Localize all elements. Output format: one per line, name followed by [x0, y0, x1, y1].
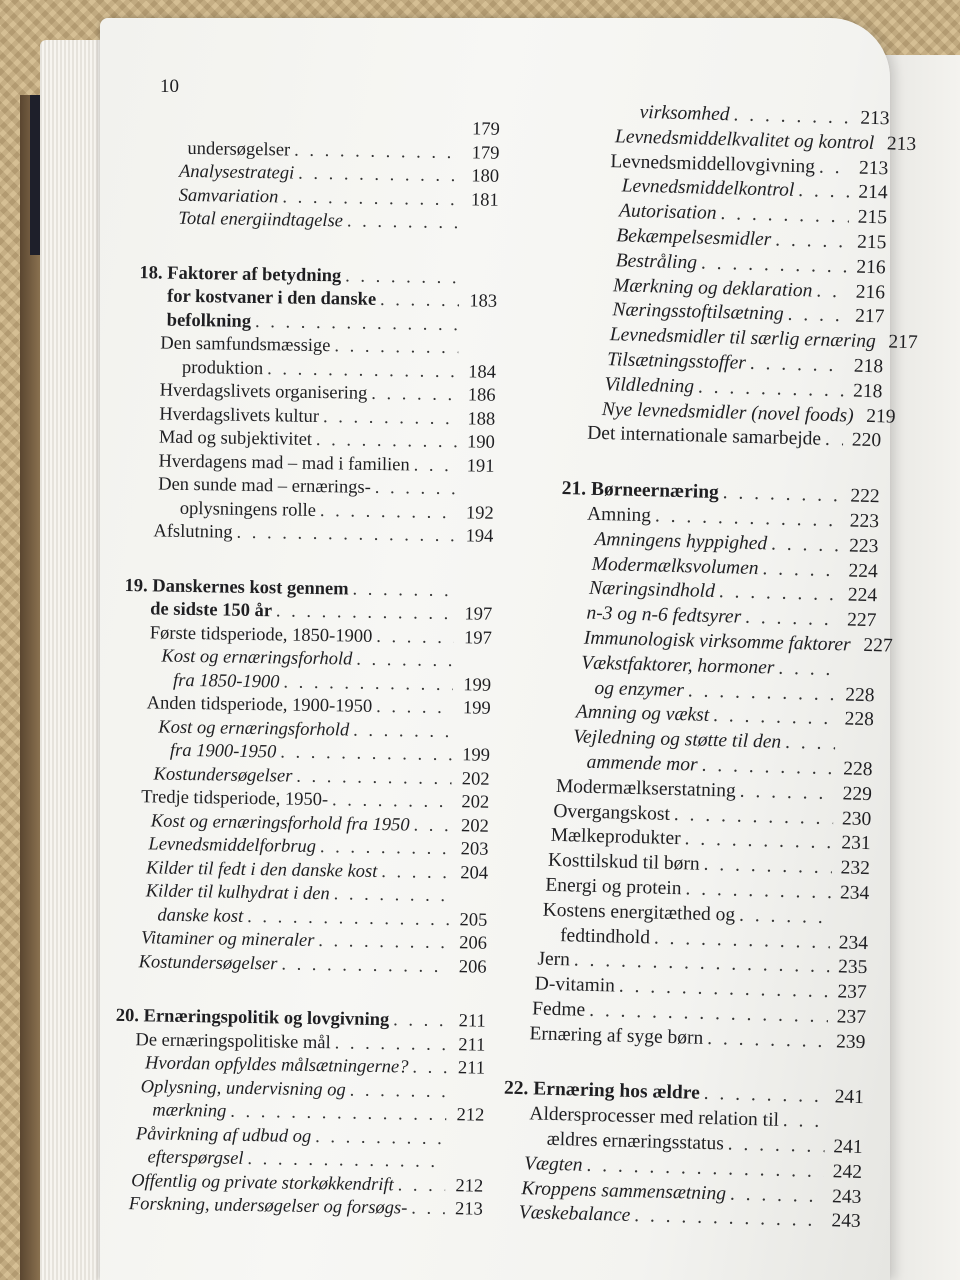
toc-entry-title: 22. Ernæring hos ældre — [503, 1078, 701, 1105]
toc-entry-title: Jern — [537, 948, 571, 971]
toc-entry-title: Analysestrategi — [178, 161, 295, 184]
toc-entry-title: Vækstfaktorer, hormoner — [580, 652, 775, 679]
toc-entry-title: for kostvaner i den danske — [166, 286, 377, 310]
dot-leader — [283, 671, 453, 697]
dot-leader — [247, 905, 450, 932]
dot-leader — [778, 656, 837, 682]
toc-page-number: 234 — [839, 882, 870, 905]
toc-entry-title: Immunologisk virksomme faktorer — [583, 627, 851, 656]
dot-leader — [798, 179, 850, 205]
toc-entry-title: Vægten — [523, 1153, 583, 1176]
dot-leader — [316, 429, 457, 455]
toc-page-number: 224 — [847, 584, 878, 607]
dot-leader — [707, 1027, 828, 1055]
toc-page-number: 186 — [467, 385, 496, 406]
dot-leader — [267, 358, 458, 384]
toc-page-number: 203 — [460, 839, 489, 860]
toc-entry-title: Kosttilskud til børn — [547, 849, 700, 875]
dot-leader — [825, 428, 844, 453]
toc-page-number: 212 — [456, 1105, 485, 1126]
dot-leader — [762, 557, 840, 584]
toc-entry-title: danske kost — [157, 905, 244, 927]
dot-leader — [334, 335, 458, 360]
dot-leader — [775, 228, 849, 255]
dot-leader — [685, 877, 831, 906]
dot-leader — [414, 454, 457, 478]
toc-entry-title: virksomhed — [639, 101, 730, 126]
dot-leader — [718, 580, 839, 608]
toc-entry-title: n-3 og n-6 fedtsyrer — [586, 602, 742, 628]
toc-entry-title: fedtindhold — [559, 924, 651, 948]
toc-page-number: 220 — [851, 429, 882, 452]
toc-entry-title: Nye levnedsmidler (novel foods) — [601, 398, 854, 427]
toc-entry-title: Kostens energitæthed og — [542, 899, 736, 926]
toc-page-number: 231 — [841, 832, 871, 855]
toc-entry-title: fra 1900-1950 — [169, 740, 277, 763]
toc-right-column — [500, 98, 918, 1235]
toc-entry-title: Hverdagens mad – mad i familien — [158, 450, 410, 475]
toc-entry-title: Amning og vækst — [575, 701, 710, 727]
toc-entry-title: Den sunde mad – ernærings- — [158, 474, 372, 498]
dot-leader — [701, 251, 848, 280]
dot-leader — [713, 704, 836, 732]
toc-page-number: 243 — [831, 1210, 861, 1233]
dot-leader — [857, 404, 858, 429]
toc-page-number: 222 — [850, 485, 880, 508]
toc-entry-title: Kostundersøgelser — [153, 763, 293, 787]
toc-page-number: 206 — [458, 956, 487, 978]
toc-entry-title: Kroppens sammensætning — [521, 1177, 727, 1205]
toc-page-number: 239 — [835, 1031, 866, 1053]
dot-leader — [720, 202, 849, 230]
toc-entry-title: Offentlig og private storkøkkendrift — [131, 1170, 394, 1195]
dot-leader — [276, 600, 455, 626]
dot-leader — [413, 814, 451, 838]
toc-entry-title: Forskning, undersøgelser og forsøgs- — [128, 1194, 408, 1219]
dot-leader — [352, 578, 454, 603]
dot-leader — [381, 861, 450, 886]
dot-leader — [247, 1148, 445, 1175]
toc-entry-title: Afslutning — [153, 521, 233, 543]
toc-entry-title: Levnedsmiddelkvalitet og kontrol — [614, 126, 875, 154]
toc-entry-title: Fedme — [531, 998, 586, 1021]
dot-leader — [750, 352, 846, 379]
toc-page-number: 216 — [856, 256, 886, 279]
toc-entry-title: ældres ernæringsstatus — [546, 1128, 725, 1155]
toc-entry-title: Mælkeprodukter — [550, 825, 681, 850]
dot-leader — [280, 741, 452, 767]
dot-leader — [684, 828, 833, 857]
toc-page-number: 211 — [457, 1058, 486, 1079]
toc-entry-title: Den samfundsmæssige — [160, 333, 331, 357]
dot-leader — [332, 789, 451, 814]
toc-entry-title: Første tidsperiode, 1850-1900 — [149, 622, 373, 647]
toc-entry — [113, 1193, 483, 1222]
dot-leader — [727, 1133, 825, 1160]
toc-page-number: 228 — [843, 758, 873, 781]
toc-page-number: 197 — [464, 604, 493, 625]
toc-entry-title: Tilsætningsstoffer — [606, 349, 747, 374]
dot-leader — [816, 279, 847, 305]
toc-entry-title: Påvirkning af udbud og — [135, 1123, 312, 1147]
toc-entry-title: Det internationale samarbejde — [586, 422, 822, 451]
dot-leader — [393, 1009, 448, 1033]
dot-leader — [698, 375, 845, 404]
toc-entry-title: Næringsindhold — [588, 578, 716, 603]
toc-page-number: 228 — [844, 683, 875, 706]
toc-entry-title: Vitaminer og mineraler — [140, 928, 315, 951]
toc-page-number: 217 — [888, 331, 918, 354]
dot-leader — [739, 779, 834, 806]
toc-entry-title: fra 1850-1900 — [172, 670, 280, 692]
toc-page-number: 190 — [466, 432, 496, 453]
dot-leader — [376, 625, 454, 650]
toc-entry-title: Autorisation — [618, 200, 717, 225]
toc-entry-title: Tredje tidsperiode, 1950- — [141, 787, 329, 811]
dot-leader — [375, 477, 457, 502]
dot-leader — [878, 132, 879, 157]
dot-leader — [356, 649, 453, 674]
toc-entry-title: Hverdagslivets organisering — [159, 380, 368, 404]
toc-page-number: 188 — [467, 408, 496, 430]
toc-entry-title: Overgangskost — [553, 800, 671, 825]
toc-page-number: 223 — [849, 510, 880, 533]
toc-page-number: 199 — [463, 674, 492, 696]
dot-leader — [353, 719, 452, 744]
dot-leader — [703, 1082, 826, 1110]
toc-entry-title: produktion — [181, 357, 264, 379]
toc-entry-title: og enzymer — [594, 677, 685, 701]
dot-leader — [350, 1079, 447, 1104]
toc-entry-title: Levnedsmiddelforbrug — [148, 834, 317, 858]
toc-entry-title: Vejledning og støtte til den — [573, 726, 782, 753]
toc-page-number: 213 — [454, 1199, 483, 1220]
dot-leader — [376, 696, 453, 721]
dot-leader — [282, 186, 461, 212]
toc-page-number: 224 — [848, 560, 879, 582]
dot-leader — [739, 903, 831, 930]
toc-entry-title: Amning — [586, 503, 652, 527]
toc-page-number: 219 — [866, 405, 896, 428]
toc-page-number: 179 — [471, 119, 500, 140]
toc-page-number: 199 — [462, 745, 491, 766]
toc-page-number: 213 — [886, 133, 917, 155]
toc-page-number: 237 — [837, 981, 867, 1004]
toc-entry-title: Kostundersøgelser — [138, 951, 278, 974]
toc-page-number: 202 — [461, 768, 490, 790]
toc-page-number: 241 — [833, 1136, 863, 1159]
dot-leader — [294, 139, 462, 165]
dot-leader — [323, 406, 458, 432]
toc-entry-title: 20. Ernæringspolitik og lovgivning — [115, 1005, 390, 1031]
page-number: 10 — [160, 76, 179, 97]
toc-page-number: 223 — [848, 535, 879, 558]
toc-page-number: 214 — [858, 182, 888, 204]
toc-page-number: 243 — [831, 1185, 862, 1208]
toc-entry-title: Energi og protein — [545, 874, 682, 900]
toc-page-number: 213 — [860, 107, 890, 130]
toc-entry-title: Total energiindtagelse — [178, 208, 344, 232]
dot-leader — [819, 155, 851, 181]
dot-leader — [701, 754, 835, 782]
toc-page-number: 218 — [853, 355, 884, 378]
toc-page-number: 183 — [469, 291, 498, 312]
toc-page-number: 202 — [460, 815, 489, 837]
toc-entry-title: Aldersprocesser med relation til — [529, 1103, 780, 1132]
toc-entry-title: 18. Faktorer af betydning — [139, 262, 342, 286]
toc-entry-title: Ernæring af syge børn — [529, 1022, 704, 1049]
dot-leader — [398, 1174, 446, 1198]
toc-page-number: 212 — [455, 1175, 484, 1197]
toc-page-number: 179 — [471, 142, 500, 164]
toc-entry-title: Næringsstoftilsætning — [612, 299, 784, 326]
toc-entry-title: Kilder til fedt i den danske kost — [145, 857, 378, 882]
dot-leader — [745, 606, 839, 633]
toc-entry-title: efterspørgsel — [147, 1147, 244, 1169]
toc-entry-title: Bestråling — [615, 250, 698, 274]
toc-page-number: 199 — [462, 698, 491, 719]
toc-entry-title: Hverdagslivets kultur — [159, 403, 320, 427]
toc-page-number: 229 — [842, 783, 873, 805]
dot-leader — [281, 953, 449, 979]
toc-page-number: 211 — [458, 1011, 486, 1032]
dot-leader — [236, 522, 455, 549]
toc-page-number: 234 — [838, 931, 869, 954]
toc-entry-title: mærkning — [152, 1100, 227, 1122]
toc-page-number: 232 — [840, 857, 871, 880]
toc-entry-title: ammende mor — [586, 751, 698, 776]
toc-page-number: 242 — [832, 1161, 863, 1183]
dot-leader — [315, 1126, 446, 1152]
toc-entry-title: Modermælkserstatning — [555, 775, 737, 802]
dot-leader — [412, 1057, 447, 1081]
toc-entry-title: 19. Danskernes kost gennem — [124, 575, 349, 599]
toc-entry-title: Væskebalance — [518, 1202, 631, 1227]
toc-entry-title: Kost og ernæringsforhold — [158, 717, 350, 741]
toc-page-number: 194 — [465, 526, 494, 547]
toc-page-number: 228 — [844, 708, 875, 731]
toc-page-number: 230 — [841, 807, 872, 830]
toc-entry-title: Levnedsmiddellovgivning — [610, 150, 816, 178]
toc-page-number: 241 — [834, 1086, 865, 1109]
dot-leader — [334, 883, 450, 908]
toc-page-number: 202 — [461, 792, 490, 813]
toc-page-number: 227 — [863, 634, 893, 657]
toc-entry-title: D-vitamin — [534, 973, 616, 997]
toc-page-number: 216 — [855, 281, 886, 303]
toc-entry-title: befolkning — [166, 310, 252, 332]
toc-entry-title: Amningens hyppighed — [594, 528, 768, 555]
dot-leader — [733, 103, 852, 131]
dot-leader — [634, 1205, 823, 1235]
toc-entry-title: Kost og ernæringsforhold — [161, 646, 353, 670]
toc-entry-title: De ernæringspolitiske mål — [135, 1029, 331, 1053]
dot-leader — [785, 731, 836, 757]
dot-leader — [320, 500, 456, 526]
toc-entry-title: 21. Børneernæring — [561, 478, 720, 504]
dot-leader — [722, 481, 842, 509]
book-page — [100, 18, 918, 1280]
dot-leader — [787, 303, 846, 329]
toc-entry-title: undersøgelser — [187, 138, 291, 161]
toc-entry-title: Kilder til kulhydrat i den — [145, 881, 330, 905]
toc-page-number: 206 — [459, 933, 488, 954]
toc-entry-title: Levnedsmidler til særlig ernæring — [609, 324, 876, 353]
dot-leader — [334, 1032, 447, 1057]
toc-entry-title: Hvordan opfyldes målsætningerne? — [144, 1053, 409, 1078]
toc-entry-title: Bekæmpelsesmidler — [616, 225, 772, 251]
dot-leader — [783, 1109, 826, 1135]
toc-entry-title: Modermælksvolumen — [591, 553, 759, 579]
dot-leader — [380, 289, 459, 314]
toc-entry-title: de sidste 150 år — [150, 599, 273, 622]
dot-leader — [371, 383, 458, 408]
toc-entry-title: Levnedsmiddelkontrol — [621, 175, 795, 202]
toc-page-number: 218 — [852, 380, 883, 403]
toc-page-number: 192 — [465, 502, 494, 524]
dot-leader — [347, 210, 461, 235]
toc-page-number: 235 — [837, 956, 868, 979]
toc-page-number: 197 — [463, 627, 492, 649]
toc-page-number: 213 — [858, 157, 889, 179]
toc-page-number: 191 — [466, 455, 495, 477]
toc-entry-title: Vildledning — [604, 373, 695, 398]
toc-page-number: 205 — [459, 909, 488, 931]
dot-leader — [298, 163, 461, 189]
toc-entry-title: Mad og subjektivitet — [158, 427, 313, 450]
dot-leader — [230, 1101, 446, 1128]
toc-left-column — [113, 113, 500, 1222]
toc-page-number: 217 — [854, 305, 885, 328]
toc-page-number: 180 — [471, 166, 500, 187]
dot-leader — [318, 930, 449, 956]
dot-leader — [771, 532, 841, 559]
toc-page-number: 215 — [856, 231, 887, 254]
dot-leader — [879, 330, 880, 355]
dot-leader — [345, 265, 460, 290]
dot-leader — [730, 1182, 824, 1209]
toc-page-number: 211 — [458, 1034, 486, 1056]
toc-entry-title: Mærkning og deklaration — [612, 274, 813, 302]
dot-leader — [703, 853, 832, 881]
dot-leader — [255, 310, 459, 337]
dot-leader — [296, 765, 452, 791]
toc-page-number: 237 — [836, 1006, 867, 1028]
toc-page-number: 204 — [460, 862, 489, 884]
toc-entry-title: Samvariation — [178, 185, 279, 207]
dot-leader — [320, 836, 451, 862]
dot-leader — [411, 1198, 445, 1222]
toc-page-number: 181 — [470, 189, 499, 211]
toc-entry-title: Oplysning, undervisning og — [140, 1076, 346, 1101]
toc-entry-title: oplysningens rolle — [179, 498, 317, 521]
toc-page-number: 184 — [468, 361, 497, 383]
dot-leader — [854, 634, 855, 659]
dot-leader — [688, 679, 837, 708]
toc-page-number: 227 — [846, 609, 877, 632]
toc-page-number: 215 — [857, 206, 888, 229]
toc-entry-title: Anden tidsperiode, 1900-1950 — [146, 693, 373, 717]
toc-entry-title: Kost og ernæringsforhold fra 1950 — [150, 810, 410, 835]
